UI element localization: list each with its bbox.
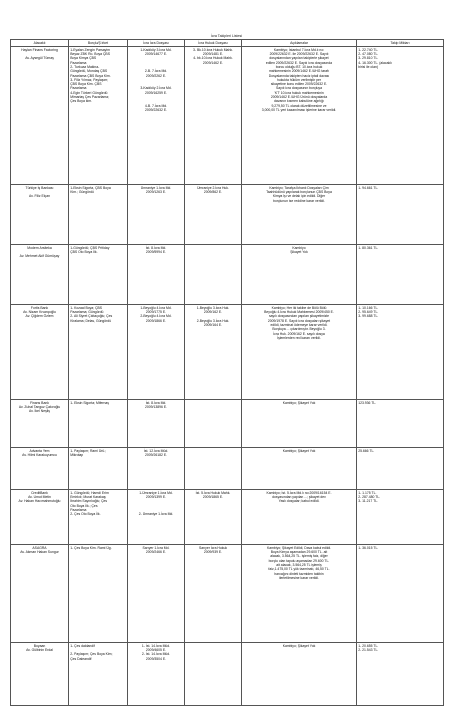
creditor-cell: Finans Bank Av. Zuhal Tanguz Çakıroğlu Av. İkel Neşliş <box>11 400 69 448</box>
amount-cell: 1- 94.661 TL. <box>357 185 444 245</box>
execution-file-cell: İst. 12.İcra Müd. 2009/26182 E. <box>128 448 185 490</box>
col-header-aciklama: Açıklamalar <box>242 40 357 47</box>
court-file-cell: İst. 5.İcra Hukuk Mahk. 2009/1865 E. <box>185 490 242 545</box>
court-file-cell: 3- Bk.10.İcra Hukuk Mahk. 2009/1481 E. 4- bk.10.İcra Hukuk Mahk. 2009/1462 E. <box>185 47 242 185</box>
table-row <box>11 245 444 305</box>
creditor-cell: Modern Arsiteka Av. Mehmet Akif Gümüşay <box>11 245 69 305</box>
execution-file-cell: Sarıyer 1.İcra Md. 2009/2466 E. <box>128 545 185 643</box>
court-file-cell: Sarıyer İcra Hukuk 2009/939 E. <box>185 545 242 643</box>
table-row <box>11 643 444 706</box>
creditor-cell: Fortis Bank Av. Nizam Kıvançoğlu Av. Çiğdem Özlem <box>11 305 69 400</box>
execution-file-cell: 1-Kadıköy 3.İcra Md. 2009/14677 E. 2-B. 7.İcra Md. 2009/2262 E. 3-Kadıköy 2.İcra Md. 2009/16259 E. 4-B. 7.İcra Md. 2009/22632 E. <box>128 47 185 185</box>
creditor-cell: Türkiye İş Bankası Av. Filiz Elçan <box>11 185 69 245</box>
table-row <box>11 448 444 490</box>
debtor-cell: 1- Paylaşım; Rami Ürü.; Mikrotap <box>69 448 128 490</box>
description-cell: Kambiyo; Şikayet Edildi, Dava kabul edildi. Boya Kimya aşamadan 29.600 TL. ait alacak, 3.564,25 TL. işlemiş faiz, diğer borçlu olan tapulu aşamadan 29.600 TL. ait alacak, 3.564,25 TL işlemiş faiz,1.475,00 TL yük tazminatı, 46,50 TL. harcağını dinleti tazmiden takibin ilerletilmesine karar verildi. <box>242 545 357 643</box>
amount-cell: 1- 80.361 TL. <box>357 245 444 305</box>
debtor-cell: 1-Eksin Sigorta, ÇBS Boya Kim.; Güngördü <box>69 185 128 245</box>
table-header-row <box>11 40 444 47</box>
amount-cell: 1- 22.740 TL. 2- 47.080 TL. 3- 29.810 TL. 4- 16.300 TL. (alacaklı birisi ile olan) <box>357 47 444 185</box>
col-header-borclu: Borçlu/Ş irket <box>69 40 128 47</box>
court-file-cell <box>185 245 242 305</box>
table-row <box>11 305 444 400</box>
amount-cell: 1- 36.015 TL. <box>357 545 444 643</box>
amount-cell: 25.666 TL. <box>357 448 444 490</box>
execution-file-cell: İst. 8.İcra Md. 2009/13896 E. <box>128 400 185 448</box>
debtor-cell: 1- Çes Boya Kim. Rami Üg. <box>69 545 128 643</box>
description-cell: Kambiyo; Tarafça İkhanlı Dosyaları Çim Taahhüdünü yapılarak borçlunun ÇBS Boya Kimya lşı ve delalı için edildi. Diğer borçlunun ise reddine karar verildi. <box>242 185 357 245</box>
execution-file-cell: Ümraniye 1.İcra Md. 2009/1263 E. <box>128 185 185 245</box>
description-cell: Kambiyo; Şikayet Yok <box>242 400 357 448</box>
description-cell: Kambiyo; Şikayet Yok <box>242 643 357 706</box>
table-row <box>11 490 444 545</box>
creditor-cell: Haylan Finans Factoring Av. Aysegül Tümaş <box>11 47 69 185</box>
execution-list-table <box>10 39 444 706</box>
debtor-cell: 1-Eyalan Zengin Parsayim Beyaz ZBK Ro. Boya ÇBS Boya Kimya ÇBS Pazarlama 2- Turkuaz Makina- Güngördü, Mondaş ÇBS Pazarlama ÇBS Boya Kim. 3- Filiz Yılmaz, Paylaşım; ÇBS Boya Kim. ÇBS Pazarlama 4-Egin Türkeri Güngördü Mimarlaş Çes Pazarlama; Çes Boya kim. <box>69 47 128 185</box>
execution-file-cell: 1- İst. 14.İcra Müd. 2009/4605 E. 2- İst. 14.İcra Müd. 2009/3504 E. <box>128 643 185 706</box>
creditor-cell: Advanta Yem Av. Hilmi Karakuyumcu <box>11 448 69 490</box>
col-header-alacakli: Alacaklı <box>11 40 69 47</box>
debtor-cell: 1-Güngördü; ÇBS Pritiday ÇBS Oto Boya İlk. <box>69 245 128 305</box>
table-row <box>11 545 444 643</box>
col-header-hukuk: İcra Hukuk Dosyası <box>185 40 242 47</box>
description-cell: Kambiyo; İstanbul 7.İcra Md.lı no: 2009/22632 E. ile 2009/22632 E. Sayılı dosyalarından yapılan takiplerle şikayet edilen 2009/22632 E. Sayılı icra dosyasında borcu olduğu BT. 10.icra hukuk mahkemesinin 2009/1462 E./UHG tarafı Dosyalarında takipten haciz iptali davası hukukta hüküm verilmiştir per sikayetine konu edilen 2009/22632 E. Sayılı icra dosyasının borçluya 'KT' 10.icra hukuk mahkemesinin 2009/1462 E./UHG Ürünü dosyalarda davanın kısmen kabulüne ağırlığı 9,279,50 TL olarak düzeltilmesine ve 3,000,00 TL yeri kazanılması işlerine karar verildi. <box>242 47 357 185</box>
col-header-miktar: Takip Miktarı <box>357 40 444 47</box>
description-cell: Kambiyo Şikayet Yok <box>242 245 357 305</box>
court-file-cell: Ümraniye 2.İcra Huk. 2009/862 E. <box>185 185 242 245</box>
debtor-cell: 1- Kozaal Boya; ÇBS Pazarlama; Güngördü 2- Ali Siyret Çıktaçoğlu; Çes Kiralama; Delas, Güngördü <box>69 305 128 400</box>
execution-file-cell: 1-Ümraniye 1.İcra Md. 2009/1399 E. 2- Ümraniye 1.İcra Md. <box>128 490 185 545</box>
debtor-cell: 1- Eksin Sigorta; Mifernaş <box>69 400 128 448</box>
table-row <box>11 47 444 185</box>
amount-cell: 1- 10.166 TL. 2- 95.649 TL. 3- 99.688 TL. <box>357 305 444 400</box>
table-caption: İcra Takipleri Listesi <box>210 34 243 38</box>
execution-file-cell: 1-Beyoğlu 4.İcra Md. 2009/1775 E. 2-Beyoğlu 4.İcra Md. 2009/1866 E. <box>128 305 185 400</box>
debtor-cell: 1- Güngördü; Hamdi Erim Emirkılı; Murat Karakaş; İbrahim Sayınlıoğlu; Çes Oto Boya İlk.; Çes Pazarlama 2- Çes Oto Boya İlk. <box>69 490 128 545</box>
table-row <box>11 185 444 245</box>
creditor-cell: CreditBank Av. Umut Metin Av. Hakan Hacımahmutoğlu <box>11 490 69 545</box>
amount-cell: 123.936 TL. <box>357 400 444 448</box>
debtor-cell: 1- Çes daldandif 2- Paylaşım; Çes Boya Kim; Çes Daleandif <box>69 643 128 706</box>
court-file-cell: 1-Beyoğlu 3.İcra Huk. 2009/162 E. 2-Beyoğlu 3.İcra Huk. 2009/164 E. <box>185 305 242 400</box>
table-row <box>11 400 444 448</box>
court-file-cell <box>185 448 242 490</box>
court-file-cell <box>185 643 242 706</box>
creditor-cell: Boyaan Av. Gülbinin Erdal <box>11 643 69 706</box>
description-cell: Kambiyo; Her iki takibe de Bölü Bölü Beyoğlu 4.İcra Hukuk Mahkemesi 2009/450 E. sayılı dosyasından yapılan şikayetimizle 2009/1978 E. Sayılı icra dosyaları şikayet edildi, tazminat ödemeye karar verildi. Borçluya ... çıkarılmıştır. Beyoğlu 3. İcra Huk. 2009/162 E. sayılı dosya İşlemlerden red kararı verildi. <box>242 305 357 400</box>
court-file-cell <box>185 400 242 448</box>
creditor-cell: ASAGRA Av. Akman Hakan Sungur <box>11 545 69 643</box>
amount-cell: 1- 20.655 TL. 2- 21.543 TL. <box>357 643 444 706</box>
description-cell: Kambiyo; İst. 5.İcra Md.lı no:2009/16154 E. dosyasından yapılan ...; şikayet dev Yaslı dosyalar; kabul edildi. <box>242 490 357 545</box>
execution-file-cell: İst. 8.İcra Md. 2009/5994 E. <box>128 245 185 305</box>
amount-cell: 1- 1.175 TL. 2- 287.480 TL. 3- 11.217 TL. <box>357 490 444 545</box>
col-header-icra: İcra İcra Dosyası <box>128 40 185 47</box>
description-cell: Kambiyo; Şikayet Yok <box>242 448 357 490</box>
